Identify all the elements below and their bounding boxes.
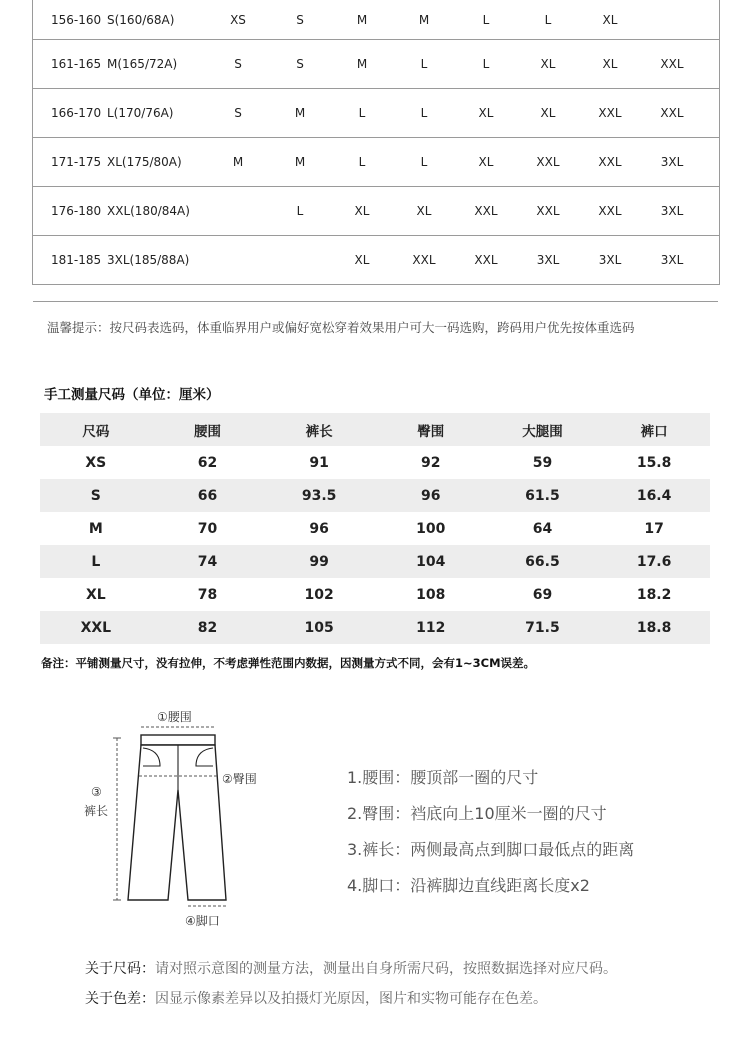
table-row: XXL 82 105 112 71.5 18.8: [40, 611, 710, 644]
measure-title: 手工测量尺码（单位：厘米）: [44, 387, 220, 403]
table-row: L 74 99 104 66.5 17.6: [40, 545, 710, 578]
about-color-text: 因显示像素差异以及拍摄灯光原因，图片和实物可能存在色差。: [155, 991, 547, 1007]
explanation-waist: 1.腰围：腰顶部一圈的尺寸: [347, 768, 539, 787]
measure-table: [40, 413, 710, 644]
table-row: 171-175 XL(175/80A) M M L L XL XXL XXL 3XL: [33, 138, 719, 187]
waist-label: ①腰围: [157, 710, 192, 724]
table-row: 176-180 XXL(180/84A) L XL XL XXL XXL XXL 3XL: [33, 187, 719, 236]
measure-note: 备注：平铺测量尺寸，没有拉伸，不考虑弹性范围内数据，因测量方式不同，会有1~3CM误差。: [41, 656, 536, 670]
table-row: XS 62 91 92 59 15.8: [85, 454, 672, 471]
table-row: M 70 96 100 64 17: [88, 520, 664, 537]
table-row: 161-165 M(165/72A) S S M L L XL XL XXL: [33, 40, 719, 89]
about-size-text: 请对照示意图的测量方法，测量出自身所需尺码，按照数据选择对应尺码。: [155, 961, 617, 977]
table-row: S 66 93.5 96 61.5 16.4: [40, 479, 710, 512]
explanation-hem: 4.脚口：沿裤脚边直线距离长度x2: [347, 876, 590, 895]
table-row: 166-170 L(170/76A) S M L L XL XL XXL XXL: [33, 89, 719, 138]
explanation-hip: 2.臀围：裆底向上10厘米一圈的尺寸: [347, 804, 607, 823]
hip-label: ②臀围: [222, 772, 257, 786]
table-row: 156-160 S(160/68A) XS S M M L L XL: [33, 0, 719, 40]
size-tip: 温馨提示：按尺码表选码，体重临界用户或偏好宽松穿着效果用户可大一码选购，跨码用户优先按体重选码: [47, 320, 635, 335]
about-size: [85, 958, 617, 978]
length-label: 裤长: [84, 804, 109, 818]
section-divider: [33, 301, 718, 302]
table-row: XL 78 102 108 69 18.2: [85, 586, 672, 603]
table-header-row: 尺码 腰围 裤长 臀围 大腿围 裤口: [40, 413, 710, 446]
fit-table: [32, 0, 720, 285]
about-color-key: 关于色差：: [85, 991, 155, 1007]
length-num: ③: [91, 785, 102, 799]
table-row: 181-185 3XL(185/88A) XL XXL XXL 3XL 3XL 3XL: [51, 253, 684, 267]
explanation-length: 3.裤长：两侧最高点到脚口最低点的距离: [347, 840, 635, 859]
hem-label: ④脚口: [185, 914, 220, 928]
about-size-key: 关于尺码：: [85, 961, 155, 977]
about-color: [85, 988, 547, 1008]
